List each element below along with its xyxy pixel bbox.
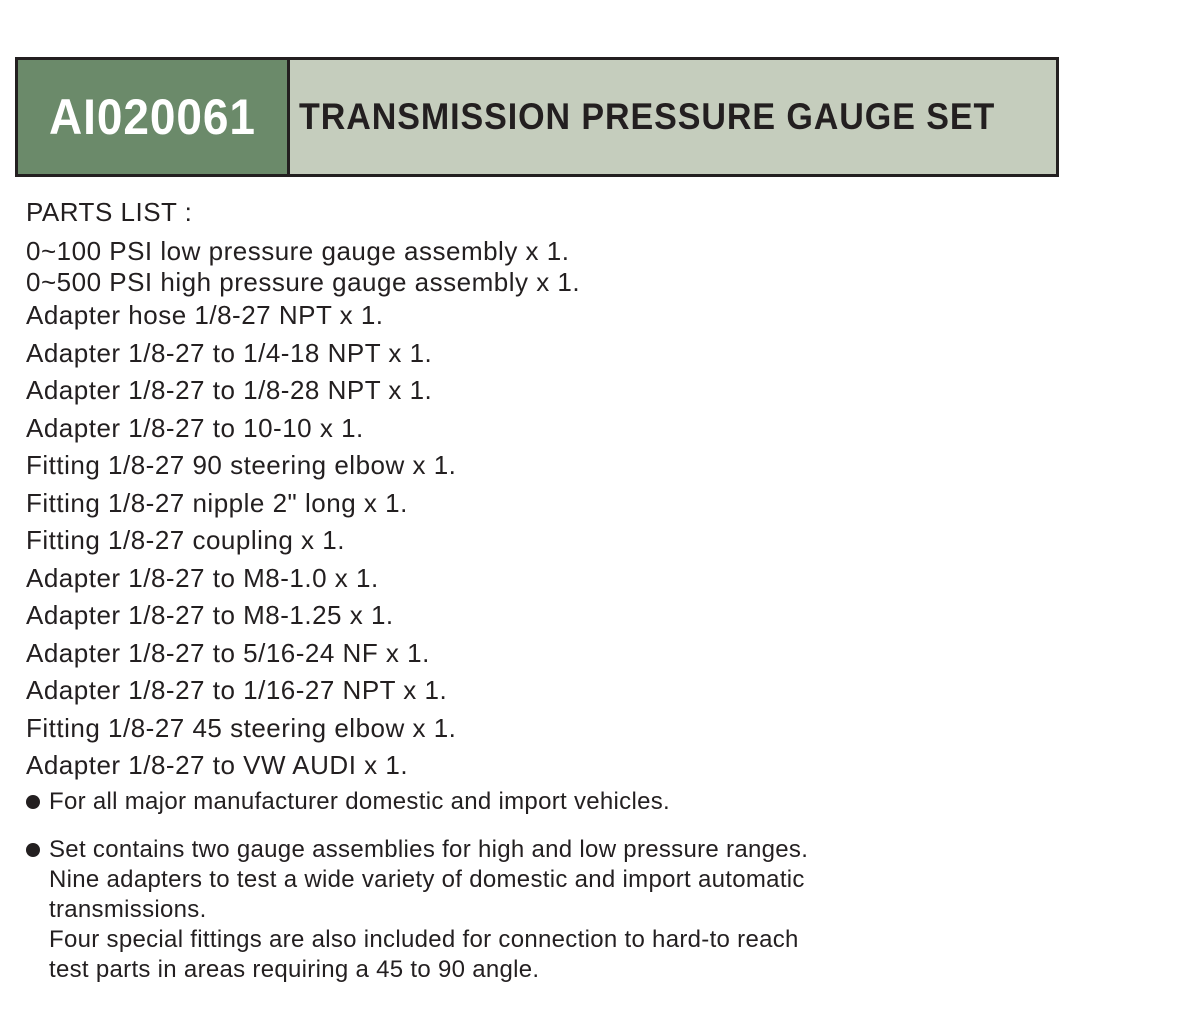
part-item: Adapter 1/8-27 to M8-1.0 x 1. <box>26 563 379 593</box>
part-item: Fitting 1/8-27 coupling x 1. <box>26 525 345 555</box>
product-code-box <box>18 60 290 174</box>
feature-line: transmissions. <box>49 896 207 923</box>
product-code: AI020061 <box>49 89 257 145</box>
feature-line: Nine adapters to test a wide variety of domestic and import automatic <box>49 866 805 893</box>
header-banner <box>15 57 1059 177</box>
feature-line: Set contains two gauge assemblies for high and low pressure ranges. <box>49 836 809 863</box>
part-item: Adapter 1/8-27 to 10-10 x 1. <box>26 413 364 443</box>
bullet-icon <box>26 843 40 857</box>
part-item: Adapter 1/8-27 to 1/8-28 NPT x 1. <box>26 375 433 405</box>
feature-description <box>49 835 808 985</box>
feature-vehicles: For all major manufacturer domestic and import vehicles. <box>49 788 671 815</box>
part-item: Fitting 1/8-27 45 steering elbow x 1. <box>26 713 457 743</box>
part-item: 0~100 PSI low pressure gauge assembly x 1. <box>26 236 570 266</box>
part-item: Adapter 1/8-27 to 5/16-24 NF x 1. <box>26 638 430 668</box>
part-item: Adapter 1/8-27 to 1/4-18 NPT x 1. <box>26 338 433 368</box>
part-item: Fitting 1/8-27 90 steering elbow x 1. <box>26 450 457 480</box>
feature-line: Four special fittings are also included for connection to hard-to reach <box>49 926 799 953</box>
feature-line: test parts in areas requiring a 45 to 90 angle. <box>49 956 540 983</box>
parts-list-heading: PARTS LIST : <box>26 197 193 227</box>
part-item: Adapter 1/8-27 to 1/16-27 NPT x 1. <box>26 675 448 705</box>
part-item: 0~500 PSI high pressure gauge assembly x 1. <box>26 267 581 297</box>
part-item: Adapter 1/8-27 to VW AUDI x 1. <box>26 750 409 780</box>
product-title: TRANSMISSION PRESSURE GAUGE SET <box>299 96 996 137</box>
bullet-icon <box>26 795 40 809</box>
part-item: Fitting 1/8-27 nipple 2" long x 1. <box>26 488 408 518</box>
part-item: Adapter hose 1/8-27 NPT x 1. <box>26 300 384 330</box>
part-item: Adapter 1/8-27 to M8-1.25 x 1. <box>26 600 394 630</box>
product-title-box <box>290 60 1056 174</box>
